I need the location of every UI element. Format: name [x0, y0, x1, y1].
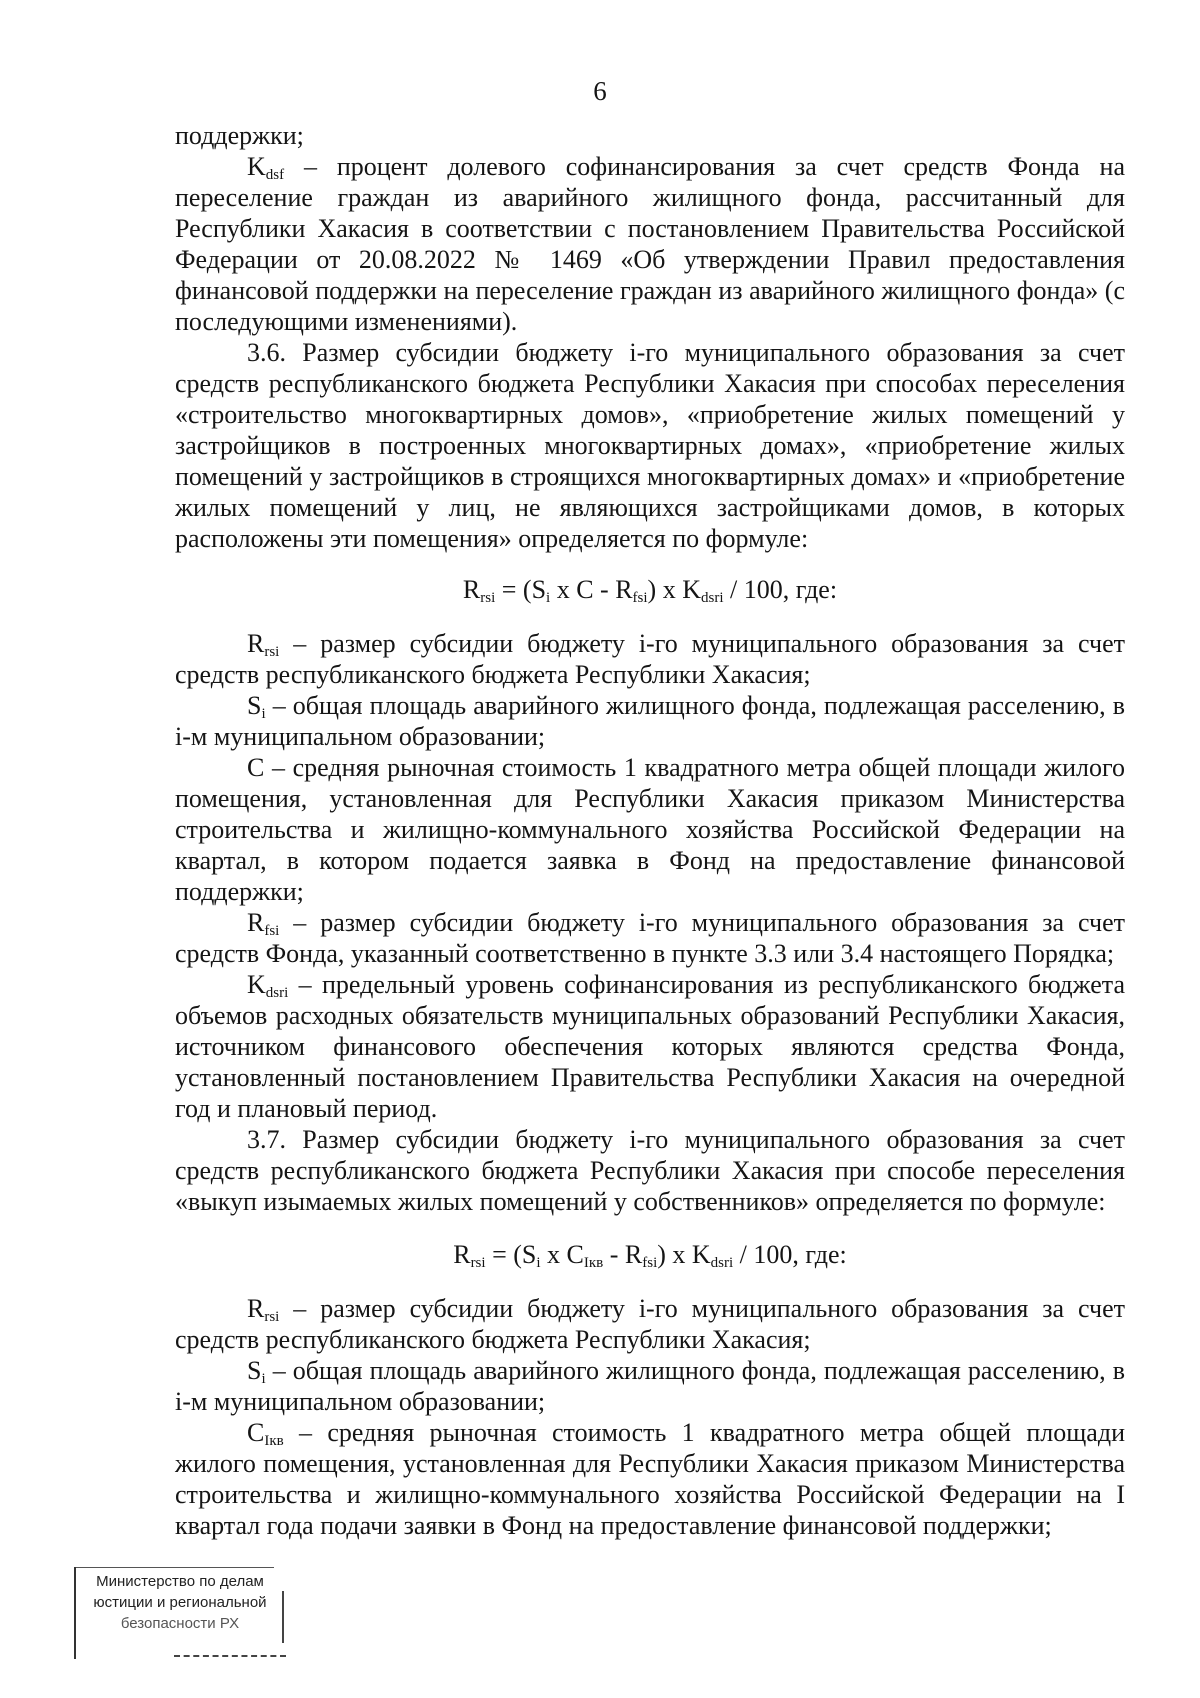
formula-2: $R_{rsi} = (S_i$ x $C_{Iкв} - R_{fsi}$) x $K_{dsri} / 100$, где:	[453, 1240, 847, 1271]
document-body	[175, 120, 1125, 1541]
stamp-border-right	[282, 1591, 284, 1643]
definition-si-2: $S_i$ – общая площадь аварийного жилищного фонда, подлежащая расселению, в i-м муниципальном образовании;	[175, 1356, 1125, 1416]
stamp-text	[78, 1571, 282, 1634]
ministry-stamp	[74, 1567, 286, 1659]
stamp-border-bottom	[174, 1655, 286, 1657]
paragraph-1: поддержки;	[175, 121, 304, 150]
definition-ciкв: $C_{Iкв}$ – средняя рыночная стоимость 1 квадратного метра общей площади жилого помещения, установленная для Республики Хакасия приказом Министерства строительства и жилищно-коммунального хозяйства Российской Федерации на I квартал года подачи заявки в Фонд на предоставление финансовой поддержки;	[175, 1418, 1125, 1540]
stamp-border-top	[74, 1567, 274, 1568]
definition-c: С – средняя рыночная стоимость 1 квадратного метра общей площади жилого помещения, установленная для Республики Хакасия приказом Министерства строительства и жилищно-коммунального хозяйства Российской Федерации на квартал, в котором подается заявка в Фонд на предоставление финансовой поддержки;	[175, 753, 1125, 906]
stamp-line-2: юстиции и региональной	[93, 1594, 267, 1611]
definition-kdsri: $K_{dsri}$ – предельный уровень софинансирования из республиканского бюджета объемов расходных обязательств муниципальных образований Республики Хакасия, источником финансового обеспечения которых являются средства Фонда, установленный постановлением Правительства Республики Хакасия на очередной год и плановый период.	[175, 970, 1125, 1123]
definition-rrsi-2: $R_{rsi}$ – размер субсидии бюджету i-го муниципального образования за счет средств республиканского бюджета Республики Хакасия;	[175, 1294, 1125, 1354]
definition-kdsf: $K_{dsf}$ – процент долевого софинансирования за счет средств Фонда на переселение граждан из аварийного жилищного фонда, рассчитанный для Республики Хакасия в соответствии с постановлением Правительства Российской Федерации от 20.08.2022 № 1469 «Об утверждении Правил предоставления финансовой поддержки на переселение граждан из аварийного жилищного фонда» (с последующими изменениями).	[175, 152, 1125, 336]
stamp-line-3: безопасности РХ	[120, 1615, 240, 1632]
definition-rrsi: $R_{rsi}$ – размер субсидии бюджету i-го муниципального образования за счет средств республиканского бюджета Республики Хакасия;	[175, 629, 1125, 689]
page-number: 6	[593, 76, 607, 106]
clause-3-6: 3.6. Размер субсидии бюджету i-го муниципального образования за счет средств республиканского бюджета Республики Хакасия при способах переселения «строительство многоквартирных домов», «приобретение жилых помещений у застройщиков в построенных многоквартирных домах», «приобретение жилых помещений у застройщиков в строящихся многоквартирных домах» и «приобретение жилых помещений у лиц, не являющихся застройщиками домов, в которых расположены эти помещения» определяется по формуле:	[175, 338, 1125, 553]
definition-rfsi: $R_{fsi}$ – размер субсидии бюджету i-го муниципального образования за счет средств Фонда, указанный соответственно в пункте 3.3 или 3.4 настоящего Порядка;	[175, 908, 1125, 968]
stamp-border-left	[74, 1567, 76, 1659]
definition-si: $S_i$ – общая площадь аварийного жилищного фонда, подлежащая расселению, в i-м муниципальном образовании;	[175, 691, 1125, 751]
clause-3-7: 3.7. Размер субсидии бюджету i-го муниципального образования за счет средств республиканского бюджета Республики Хакасия при способе переселения «выкуп изымаемых жилых помещений у собственников» определяется по формуле:	[175, 1125, 1125, 1216]
formula-1: $R_{rsi} = (S_i$ x C - $R_{fsi}$) x $K_{dsri} / 100$, где:	[462, 575, 838, 606]
stamp-line-1: Министерство по делам	[96, 1573, 264, 1590]
